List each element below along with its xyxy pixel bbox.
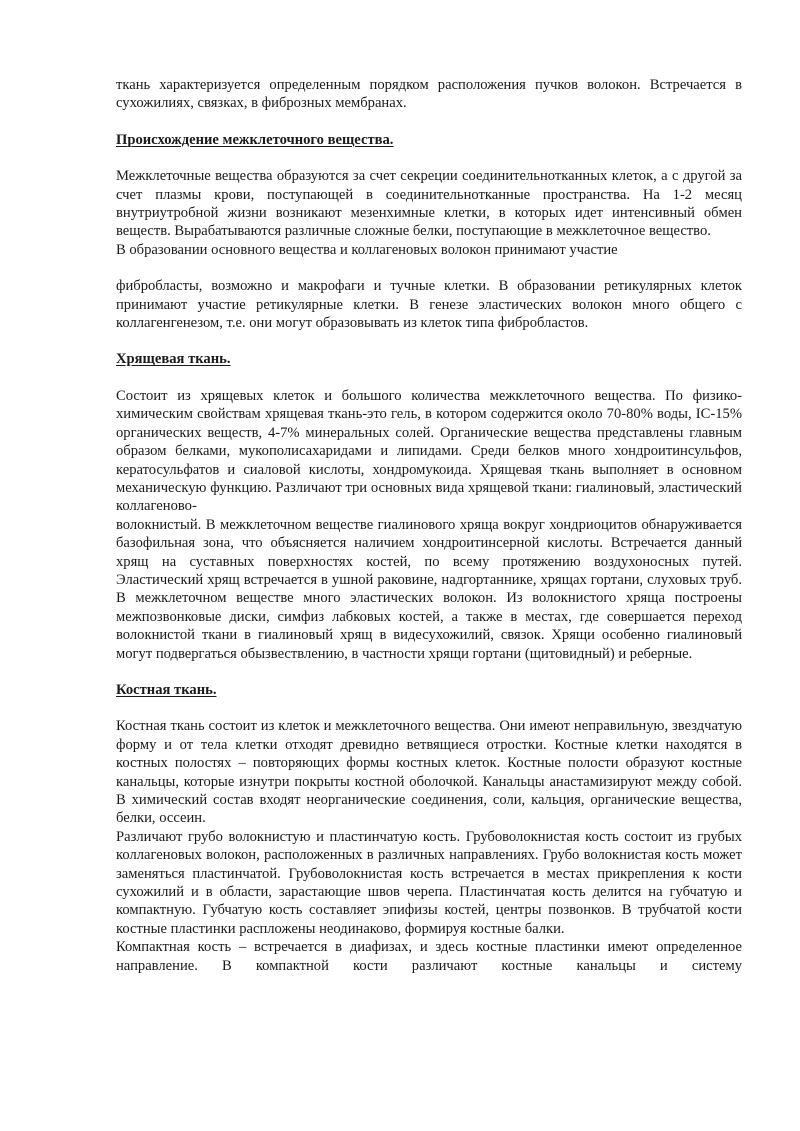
paragraph: волокнистый. В межклеточном веществе гиалинового хряща вокруг хондриоцитов обнаруживается базофильная зона, что объясняется наличием хондроитинсерной кислоты. Встречается данный хрящ на суставных поверхностях костей, по всему протяжению воздухоносных путей. Эластический хрящ встречается в ушной раковине, надгортаннике, хрящах гортани, слуховых труб. В межклеточном веществе много эластических волокон. Из волокнистого хряща построены межпозвонковые диски, симфиз лабковых костей, а также в местах, где совершается переход волокнистой ткани в гиалиновый хрящ в видесухожилий, связок. Хрящи особенно гиалиновый могут подвергаться обызвествлению, в частности хрящи гортани (щитовидный) и реберные. [116,516,742,662]
paragraph: фибробласты, возможно и макрофаги и тучные клетки. В образовании ретикулярных клеток принимают участие ретикулярные клетки. В генезе эластических волокон много общего с коллагенгенезом, т.е. они могут образовывать из клеток типа фибробластов. [116,278,742,332]
paragraph: Состоит из хрящевых клеток и большого количества межклеточного вещества. По физико-химическим свойствам хрящевая ткань-это гель, в котором содержится около 70-80% воды, IC-15% органических веществ, 4-7% минеральных солей. Органические вещества представлены главным образом белками, мукополисахаридами и липидами. Среди белков много хондроитинсульфов, кератосульфатов и сиаловой кислоты, хондромукоида. Хрящевая ткань выполняет в основном механическую функцию. Различают три основных вида хрящевой ткани: гиалиновый, эластический коллагеново- [116,387,742,515]
section-heading-intercellular-origin: Происхождение межклеточного вещества. [116,131,394,148]
paragraph: Компактная кость – встречается в диафизах, и здесь костные пластинки имеют определенное направление. В компактной кости различают костные канальцы и систему [116,939,742,974]
document-page [116,76,742,975]
section-heading-cartilage: Хрящевая ткань. [116,351,231,368]
paragraph: Межклеточные вещества образуются за счет секреции соединительнотканных клеток, а с другой за счет плазмы крови, поступающей в соединительнотканные пространства. На 1-2 месяц внутриутробной жизни возникают мезенхимные клетки, в которых идет интенсивный обмен веществ. Вырабатываются различные сложные белки, поступающие в межклеточное вещество. [116,168,742,240]
intro-paragraph: ткань характеризуется определенным порядком расположения пучков волокон. Встречается в сухожилиях, связках, в фиброзных мембранах. [116,77,742,112]
paragraph: В образовании основного вещества и коллагеновых волокон принимают участие [116,241,618,258]
paragraph: Различают грубо волокнистую и пластинчатую кость. Грубоволокнистая кость состоит из грубых коллагеновых волокон, расположенных в различных направлениях. Грубо волокнистая кость может заменяться пластинчатой. Грубоволокнистая кость встречается в местах прикрепления к кости сухожилий и в области, зарастающие швов черепа. Пластинчатая кость делится на губчатую и компактную. Губчатую кость составляет эпифизы костей, центры позвонков. В трубчатой кости костные пластинки распложены неодинаково, формируя костные балки. [116,828,742,937]
section-heading-bone: Костная ткань. [116,681,217,698]
paragraph: Костная ткань состоит из клеток и межклеточного вещества. Они имеют неправильную, звездчатую форму и от тела клетки отходят древидно ветвящиеся отростки. Костные клетки находятся в костных полостях – повторяющих формы костных клеток. Костные полости образуют костные канальцы, которые изнутри покрыты костной оболочкой. Канальцы анастамизируют между собой. В химический состав входят неорганические соединения, соли, кальция, органические вещества, белки, оссеин. [116,718,742,827]
